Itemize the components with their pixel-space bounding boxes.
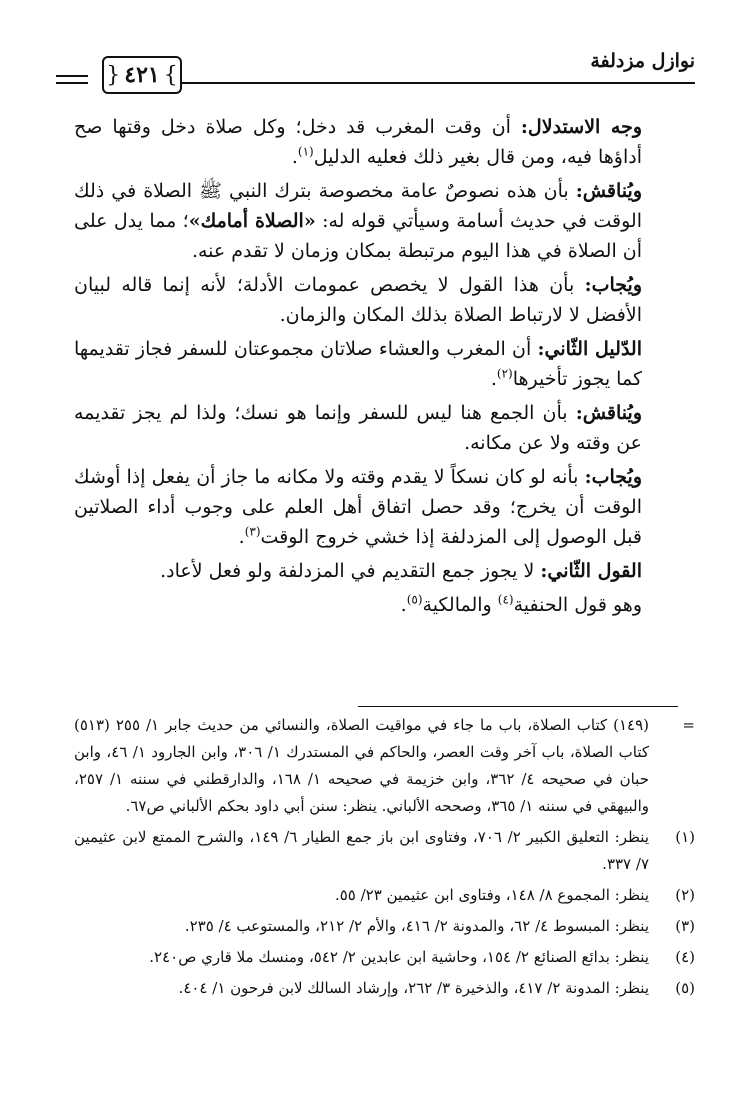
header-rule-left-lower [56, 82, 88, 84]
footnote-number: (٥) [675, 979, 695, 997]
footnote-text: (١٤٩) كتاب الصلاة، باب ما جاء في مواقيت الصلاة، والنسائي من حديث جابر ١/ ٢٥٥ (٥١٣) كتاب الصلاة، باب آخر وقت العصر، والحاكم في المستدرك ١/ ٣٠٦، وابن الجارود ١/ ٤٦، وابن حبان في صحيحه ٤/ ٣٦٢، وابن خزيمة في صحيحه ١/ ١٦٨، والدارقطني في سننه ١/ ٢٥٧، والبيهقي في سننه ١/ ٣٦٥، وصححه الألباني. ينظر: سنن أبي داود بحكم الألباني ص٦٧. [74, 716, 649, 815]
footnote-item [74, 882, 695, 909]
paragraph-term: ويُناقش: [575, 180, 642, 202]
footnote-separator [358, 706, 678, 707]
footnote-ref[interactable]: (١) [297, 144, 314, 159]
footnote-text: ينظر: المدونة ٢/ ٤١٧، والذخيرة ٣/ ٢٦٢، وإرشاد السالك لابن فرحون ١/ ٤٠٤. [178, 979, 649, 997]
paragraph-text: لا يجوز جمع التقديم في المزدلفة ولو فعل لأعاد. [160, 560, 541, 582]
footnote-item [74, 913, 695, 940]
main-text [74, 112, 678, 624]
page-number-frame: } ٤٢١ { [102, 56, 182, 94]
paragraph-jawab-1 [74, 270, 678, 330]
paragraph-qawl-2 [74, 556, 678, 586]
paragraph-term: وجه الاستدلال: [520, 116, 642, 138]
footnote-ref[interactable]: (٤) [497, 592, 514, 607]
paragraph-text: بأن الجمع هنا ليس للسفر وإنما هو نسك؛ ولذا لم يجز تقديمه عن وقته ولا عن مكانه. [74, 402, 642, 454]
paragraph-munaqasha-1 [74, 176, 678, 266]
page-number: ٤٢١ [124, 62, 160, 88]
paragraph-text: بأنه لو كان نسكاً لا يقدم وقته ولا مكانه ما جاز أن يفعل إذا أوشك الوقت أن يخرج؛ وقد حصل اتفاق أهل العلم على وجوب أداء الصلاتين قبل الوصول إلى المزدلفة إذا خشي خروج الوقت [74, 466, 642, 548]
paragraph-term: ويُجاب: [584, 274, 642, 296]
footnote-number: (٢) [675, 886, 695, 904]
footnote-item [74, 975, 695, 1002]
hadith-quote: «الصلاة أمامك» [188, 210, 316, 232]
footnote-number: (٣) [675, 917, 695, 935]
footnote-number: = [682, 716, 695, 734]
footnote-item [74, 824, 695, 878]
footnote-ref[interactable]: (٥) [406, 592, 423, 607]
header-rule-left-upper [56, 75, 88, 77]
footnote-number: (١) [675, 828, 695, 846]
paragraph-jawab-2: ويُجاب: بأنه لو كان نسكاً لا يقدم وقته ولا مكانه ما جاز أن يفعل إذا أوشك الوقت أن يخرج؛ وقد حصل اتفاق أهل العلم على وجوب أداء الصلاتين قبل الوصول إلى المزدلفة إذا خشي خروج الوقت$^{(٣)}$. [74, 466, 642, 548]
paragraph-munaqasha-2 [74, 398, 678, 458]
footnote-item [74, 712, 695, 820]
running-title: نوازل مزدلفة [590, 50, 695, 72]
paragraph-term: القول الثّاني: [540, 560, 642, 582]
paragraph-text: أن المغرب والعشاء صلاتان مجموعتان للسفر فجاز تقديمها كما يجوز تأخيرها [74, 338, 642, 390]
footnote-ref[interactable]: (٢) [496, 366, 513, 381]
page-header [56, 44, 695, 94]
paragraph-text: أن وقت المغرب قد دخل؛ وكل صلاة دخل وقتها صح أداؤها فيه، ومن قال بغير ذلك فعليه الدليل [74, 116, 642, 168]
footnote-ref[interactable]: (٣) [244, 524, 261, 539]
paragraph-text-cont: والمالكية [422, 594, 498, 616]
footnote-text: ينظر: بدائع الصنائع ٢/ ١٥٤، وحاشية ابن عابدين ٢/ ٥٤٢، ومنسك ملا قاري ص٢٤٠. [149, 948, 649, 966]
header-rule [180, 82, 695, 84]
paragraph-dalil-2: الدّليل الثّاني: أن المغرب والعشاء صلاتان مجموعتان للسفر فجاز تقديمها كما يجوز تأخيرها$^{(٢)}$. [74, 338, 642, 390]
paragraph-text: بأن هذه نصوصٌ عامة مخصوصة بترك النبي ﷺ الصلاة في ذلك الوقت في حديث أسامة وسيأتي قوله له: [74, 180, 643, 232]
paragraph-term: ويُجاب: [584, 466, 642, 488]
footnote-text: ينظر: المبسوط ٤/ ٦٢، والمدونة ٢/ ٤١٦، والأم ٢/ ٢١٢، والمستوعب ٤/ ٢٣٥. [184, 917, 649, 935]
paragraph-term: الدّليل الثّاني: [537, 338, 642, 360]
paragraph-text-cont: ؛ مما يدل على أن الصلاة في هذا اليوم مرتبطة بمكان وزمان لا تقدم عنه. [74, 210, 642, 262]
footnote-text: ينظر: المجموع ٨/ ١٤٨، وفتاوى ابن عثيمين ٢٣/ ٥٥. [334, 886, 649, 904]
paragraph-text: وهو قول الحنفية [513, 594, 642, 616]
footnote-item [74, 944, 695, 971]
footnotes [74, 712, 695, 1006]
paragraph-text: بأن هذا القول لا يخصص عمومات الأدلة؛ لأنه إنما قاله لبيان الأفضل لا لارتباط الصلاة بذلك المكان والزمان. [74, 274, 642, 326]
footnote-number: (٤) [675, 948, 695, 966]
paragraph-istidlal: وجه الاستدلال: أن وقت المغرب قد دخل؛ وكل صلاة دخل وقتها صح أداؤها فيه، ومن قال بغير ذلك فعليه الدليل$^{(١)}$. [74, 116, 642, 168]
footnote-text: ينظر: التعليق الكبير ٢/ ٧٠٦، وفتاوى ابن باز جمع الطيار ٦/ ١٤٩، والشرح الممتع لابن عثيمين ٧/ ٣٣٧. [74, 828, 649, 873]
paragraph-term: ويُناقش: [575, 402, 642, 424]
paragraph-madhhab: وهو قول الحنفية$^{(٤)}$ والمالكية$^{(٥)}$. [400, 592, 642, 616]
